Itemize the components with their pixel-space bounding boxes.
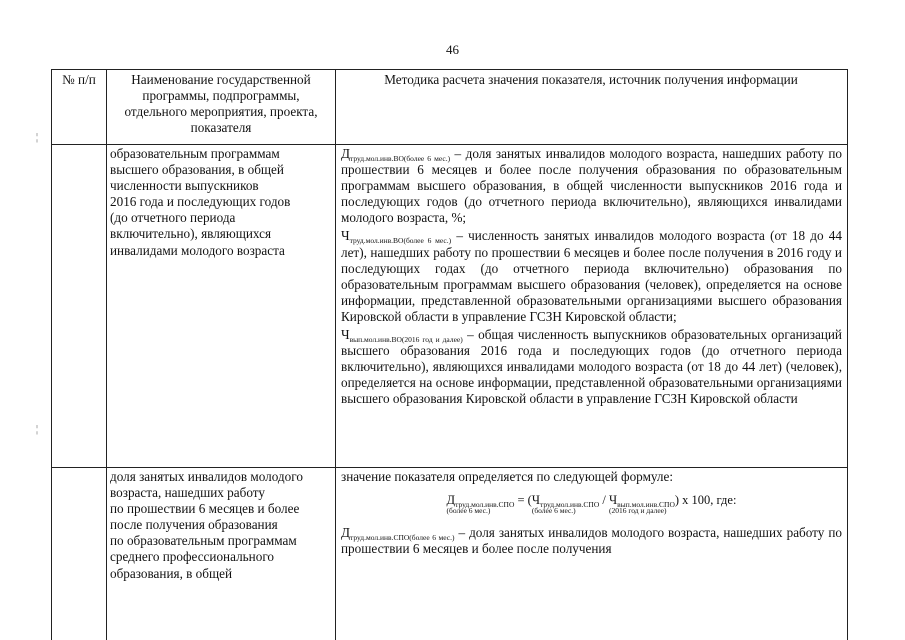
row1-name-line: образовательным программам <box>110 146 280 161</box>
formula-ch-under: (более 6 мес.) <box>531 506 576 516</box>
definition-ch-vo <box>341 228 842 325</box>
row1-name-line: высшего образования, в общей <box>110 162 284 178</box>
row1-method <box>341 146 842 408</box>
row2-name-line: возраста, нашедших работу <box>110 485 265 501</box>
chv-definition: – общая численность выпускников образовательных организаций высшего образования 2016 года и последующих годов (до отчетного периода включительно), являющихся инвалидами молодого возраста (от 18 до 44 лет) (человек), определяется на основе информации, представленной образовательными организациями высшего образования Кировской области в управление ГСЗН Кировской области <box>341 327 842 407</box>
formula-ch-subscript: труд.мол.инв.СПО <box>539 500 600 510</box>
formula-equals: = ( <box>514 493 532 508</box>
row2-name-line: после получения образования <box>110 517 278 533</box>
formula-intro: значение показателя определяется по следующей формуле: <box>341 469 674 484</box>
formula-ch-symbol: Ч <box>531 493 540 508</box>
row1-name-line: включительно), являющихся <box>110 226 272 242</box>
row1-name-line: инвалидами молодого возраста <box>110 242 285 258</box>
formula-tail: ) х 100, где: <box>674 493 737 508</box>
formula-d-subscript: труд.мол.инв.СПО <box>455 500 515 510</box>
d-symbol: Д <box>341 146 350 161</box>
margin-mark-top: ¦ <box>36 132 39 143</box>
row-divider <box>51 467 848 468</box>
definition-d-spo <box>341 525 842 557</box>
formula-chv <box>609 493 675 515</box>
row2-name-line: образования, в общей <box>110 565 233 581</box>
formula <box>341 493 842 515</box>
d2-subscript: труд.мол.инв.СПО(более 6 мес.) <box>350 533 455 543</box>
row1-name-line: (до отчетного периода <box>110 210 236 226</box>
header-col-number: № п/п <box>62 72 96 87</box>
d2-definition: – доля занятых инвалидов молодого возраста, нашедших работу по прошествии 6 месяцев и более после получения <box>341 525 842 557</box>
formula-ch <box>532 493 599 515</box>
d-subscript: труд.мол.инв.ВО(более 6 мес.) <box>350 154 451 163</box>
page-number: 46 <box>446 42 459 57</box>
header-col-method: Методика расчета значения показателя, источник получения информации <box>384 72 798 87</box>
column-divider-1 <box>106 69 107 640</box>
formula-d-symbol: Д <box>446 493 456 508</box>
row2-indicator-name <box>110 469 332 582</box>
formula-d-under: (более 6 мес.) <box>446 506 491 516</box>
row2-name-line: по образовательным программам <box>110 533 297 549</box>
d2-symbol: Д <box>341 525 350 541</box>
definition-d-vo <box>341 146 842 226</box>
formula-chv-under: (2016 год и далее) <box>609 506 667 516</box>
formula-divide: / <box>599 493 609 508</box>
chv-symbol: Ч <box>341 327 350 343</box>
table-border-right <box>847 69 848 640</box>
header-col-name: Наименование государственной программы, подпрограммы, отдельного мероприятия, проекта, показателя <box>124 72 318 136</box>
margin-mark-bottom: ¦ <box>36 424 39 435</box>
ch-symbol: Ч <box>341 228 350 244</box>
formula-chv-symbol: Ч <box>609 493 618 508</box>
row1-name-line: 2016 года и последующих годов <box>110 194 291 210</box>
row1-name-line: численности выпускников <box>110 178 259 194</box>
chv-subscript: вып.мол.инв.ВО(2016 год и далее) <box>349 335 463 345</box>
row1-indicator-name <box>110 146 332 259</box>
row2-name-line: по прошествии 6 месяцев и более <box>110 501 300 517</box>
formula-chv-subscript: вып.мол.инв.СПО <box>617 500 675 510</box>
table-border-top <box>51 69 848 70</box>
header-divider <box>51 144 848 145</box>
formula-d <box>447 493 515 515</box>
ch-definition: – численность занятых инвалидов молодого возраста (от 18 до 44 лет), нашедших работу по прошествии 6 месяцев и более после получения в 2016 году и последующих годах (до отчетного периода включительно) образования по образовательным программам высшего образования (человек), определяется на основе информации, представленной образовательными организациями высшего образования Кировской области в управление ГСЗН Кировской области; <box>341 228 842 324</box>
row2-name-line: среднего профессионального <box>110 549 274 565</box>
indicator-table <box>51 69 848 640</box>
column-divider-2 <box>335 69 336 640</box>
row2-method <box>341 469 842 557</box>
d-definition: – доля занятых инвалидов молодого возраста, нашедших работу по прошествии 6 месяцев и более после получения образования по образовательным программам высшего образования, в общей численности выпускников 2016 года и последующих годов (до отчетного периода включительно), являющихся инвалидами молодого возраста, %; <box>341 146 842 226</box>
table-border-left <box>51 69 52 640</box>
ch-subscript: труд.мол.инв.ВО(более 6 мес.) <box>349 236 452 246</box>
row2-name-line: доля занятых инвалидов молодого <box>110 469 303 484</box>
definition-chv-vo <box>341 327 842 407</box>
